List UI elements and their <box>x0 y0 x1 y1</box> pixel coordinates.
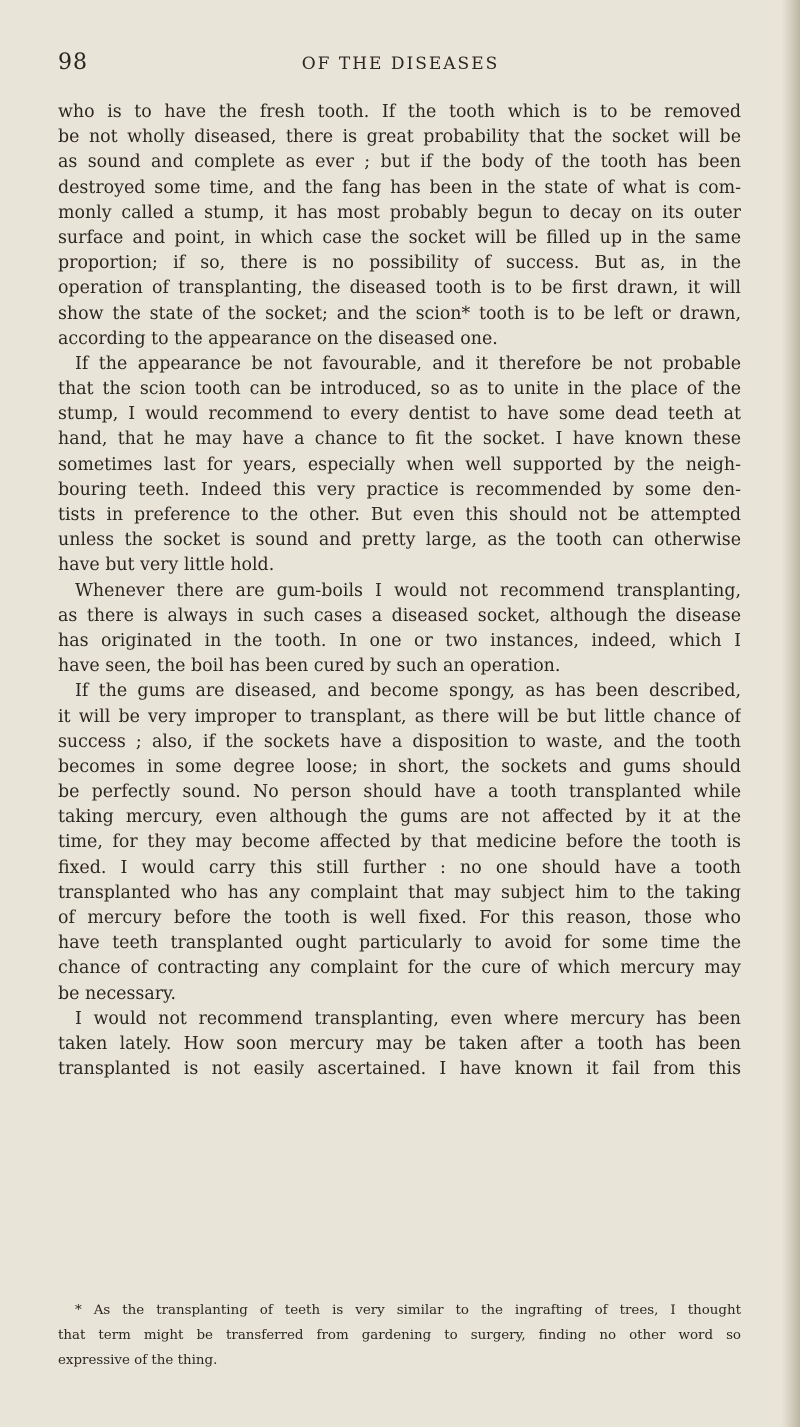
text-line: who is to have the fresh tooth. If the tooth which is to be removed <box>58 102 741 122</box>
running-head: OF THE DISEASES <box>301 54 500 74</box>
text-line: taking mercury, even although the gums are not affected by it at the <box>58 807 741 828</box>
text-line: be perfectly sound. No person should have a tooth transplanted while <box>58 782 741 803</box>
text-line: Whenever there are gum-boils I would not recommend transplanting, <box>75 580 741 601</box>
text-line: that the scion tooth can be introduced, so as to unite in the place of the <box>58 379 741 400</box>
text-line: be not wholly diseased, there is great probability that the socket will be <box>58 127 741 148</box>
text-line: transplanted is not easily ascertained. I have known it fail from this <box>58 1059 741 1080</box>
text-line: be necessary. <box>58 983 177 1004</box>
text-line: taken lately. How soon mercury may be taken after a tooth has been <box>58 1033 741 1054</box>
text-line: proportion; if so, there is no possibility of success. But as, in the <box>58 253 741 274</box>
text-line: fixed. I would carry this still further : no one should have a tooth <box>58 857 741 878</box>
text-line: have seen, the boil has been cured by such an operation. <box>58 656 561 677</box>
text-line: hand, that he may have a chance to fit the socket. I have known these <box>58 429 741 450</box>
page-number: 98 <box>58 50 88 75</box>
text-line: success ; also, if the sockets have a disposition to waste, and the tooth <box>58 731 741 752</box>
text-line: monly called a stump, it has most probably begun to decay on its outer <box>58 202 741 223</box>
text-line: stump, I would recommend to every dentist to have some dead teeth at <box>58 404 741 425</box>
text-line: If the gums are diseased, and become spongy, as has been described, <box>75 681 741 702</box>
text-line: operation of transplanting, the diseased tooth is to be first drawn, it will <box>58 278 741 299</box>
text-line: becomes in some degree loose; in short, the sockets and gums should <box>58 756 741 777</box>
text-line: show the state of the socket; and the scion* tooth is to be left or drawn, <box>58 303 741 324</box>
footnote-line: that term might be transferred from gardening to surgery, finding no other word so <box>58 1328 741 1344</box>
text-line: bouring teeth. Indeed this very practice is recommended by some den- <box>58 479 741 500</box>
text-line: unless the socket is sound and pretty large, as the tooth can otherwise <box>58 530 741 551</box>
text-line: have but very little hold. <box>58 555 275 576</box>
footnote-line: * As the transplanting of teeth is very similar to the ingrafting of trees, I thought <box>75 1303 741 1318</box>
text-line: sometimes last for years, especially when well supported by the neigh- <box>58 454 741 475</box>
text-line: it will be very improper to transplant, as there will be but little chance of <box>58 706 741 727</box>
text-line: I would not recommend transplanting, even where mercury has been <box>75 1008 741 1029</box>
text-line: of mercury before the tooth is well fixed. For this reason, those who <box>58 908 741 928</box>
text-line: chance of contracting any complaint for the cure of which mercury may <box>58 958 741 979</box>
page-header <box>58 50 743 80</box>
body-text <box>58 100 741 1082</box>
text-line: destroyed some time, and the fang has been in the state of what is com- <box>58 177 741 198</box>
text-line: surface and point, in which case the socket will be filled up in the same <box>58 227 741 248</box>
text-line: according to the appearance on the diseased one. <box>58 328 498 349</box>
text-line: have teeth transplanted ought particularly to avoid for some time the <box>58 933 741 954</box>
footnote-line: expressive of the thing. <box>58 1353 218 1369</box>
text-line: transplanted who has any complaint that may subject him to the taking <box>58 882 741 903</box>
text-line: time, for they may become affected by that medicine before the tooth is <box>58 832 741 853</box>
page-edge-shadow <box>782 0 800 1427</box>
text-line: has originated in the tooth. In one or two instances, indeed, which I <box>58 630 741 651</box>
text-line: tists in preference to the other. But even this should not be attempted <box>58 505 741 525</box>
text-line: If the appearance be not favourable, and it therefore be not probable <box>75 353 741 374</box>
text-line: as there is always in such cases a diseased socket, although the disease <box>58 605 741 626</box>
text-line: as sound and complete as ever ; but if the body of the tooth has been <box>58 152 741 173</box>
footnote <box>58 1300 741 1376</box>
